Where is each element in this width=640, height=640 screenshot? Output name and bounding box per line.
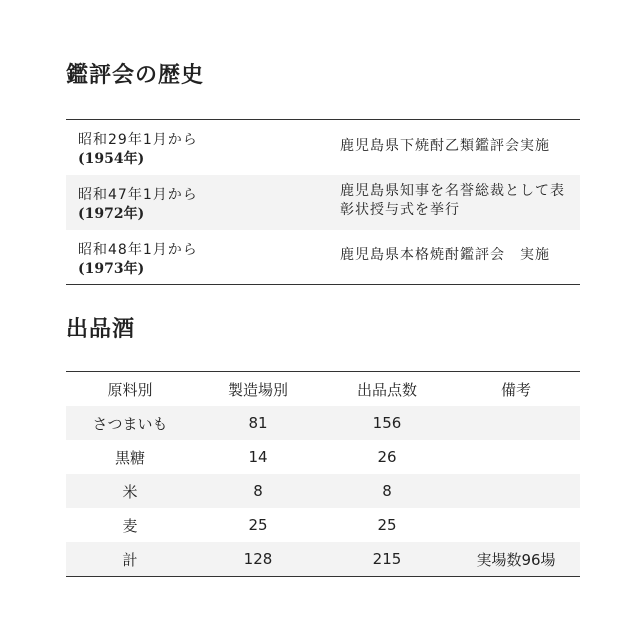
cell-entries: 8: [382, 482, 392, 500]
history-date: [66, 120, 330, 175]
cell-material: さつまいも: [92, 414, 168, 433]
table-row: [66, 508, 580, 542]
history-title: 鑑評会の歴史: [66, 63, 205, 88]
history-event: 鹿児島県下焼酎乙類鑑評会実施: [340, 137, 550, 154]
history-year: (1972年): [78, 206, 145, 222]
sake-header-row: [66, 372, 580, 407]
history-event: 鹿児島県本格焼酎鑑評会 実施: [340, 247, 550, 264]
table-row: [66, 542, 580, 577]
cell-material: 麦: [122, 516, 138, 535]
cell-factories: 8: [253, 482, 263, 500]
cell-notes: [452, 406, 580, 440]
cell-entries: 26: [377, 448, 397, 466]
sake-table: [66, 371, 580, 577]
history-row: [66, 120, 580, 175]
cell-notes: [452, 474, 580, 508]
header-material: 原料別: [66, 372, 194, 407]
cell-material: 米: [122, 482, 138, 501]
history-era: 昭和29年1月から: [78, 132, 198, 149]
cell-material: 計: [122, 550, 138, 569]
cell-factories: 128: [243, 550, 273, 568]
header-notes: 備考: [452, 372, 580, 407]
header-factories: 製造場別: [194, 372, 322, 407]
history-year: (1973年): [78, 260, 145, 277]
cell-entries: 156: [372, 414, 402, 432]
history-era: 昭和48年1月から: [78, 241, 198, 258]
cell-entries: 215: [372, 550, 402, 568]
cell-factories: 81: [248, 414, 268, 432]
cell-notes: 実場数96場: [476, 550, 556, 569]
table-row: [66, 474, 580, 508]
cell-entries: 25: [377, 516, 397, 534]
table-row: [66, 406, 580, 440]
sake-title: 出品酒: [66, 317, 136, 342]
table-row: [66, 440, 580, 474]
history-row: [66, 230, 580, 285]
history-year: (1954年): [78, 151, 145, 168]
history-date: [66, 175, 330, 230]
cell-factories: 25: [248, 516, 268, 534]
history-table: [66, 119, 580, 285]
history-row: [66, 175, 580, 230]
cell-notes: [452, 440, 580, 474]
cell-notes: [452, 508, 580, 542]
history-event: 鹿児島県知事を名誉総裁として表彰状授与式を挙行: [340, 183, 565, 218]
cell-material: 黒糖: [114, 448, 145, 467]
history-era: 昭和47年1月から: [78, 187, 198, 203]
header-entries: 出品点数: [322, 372, 452, 407]
history-date: [66, 230, 330, 285]
cell-factories: 14: [248, 448, 268, 466]
